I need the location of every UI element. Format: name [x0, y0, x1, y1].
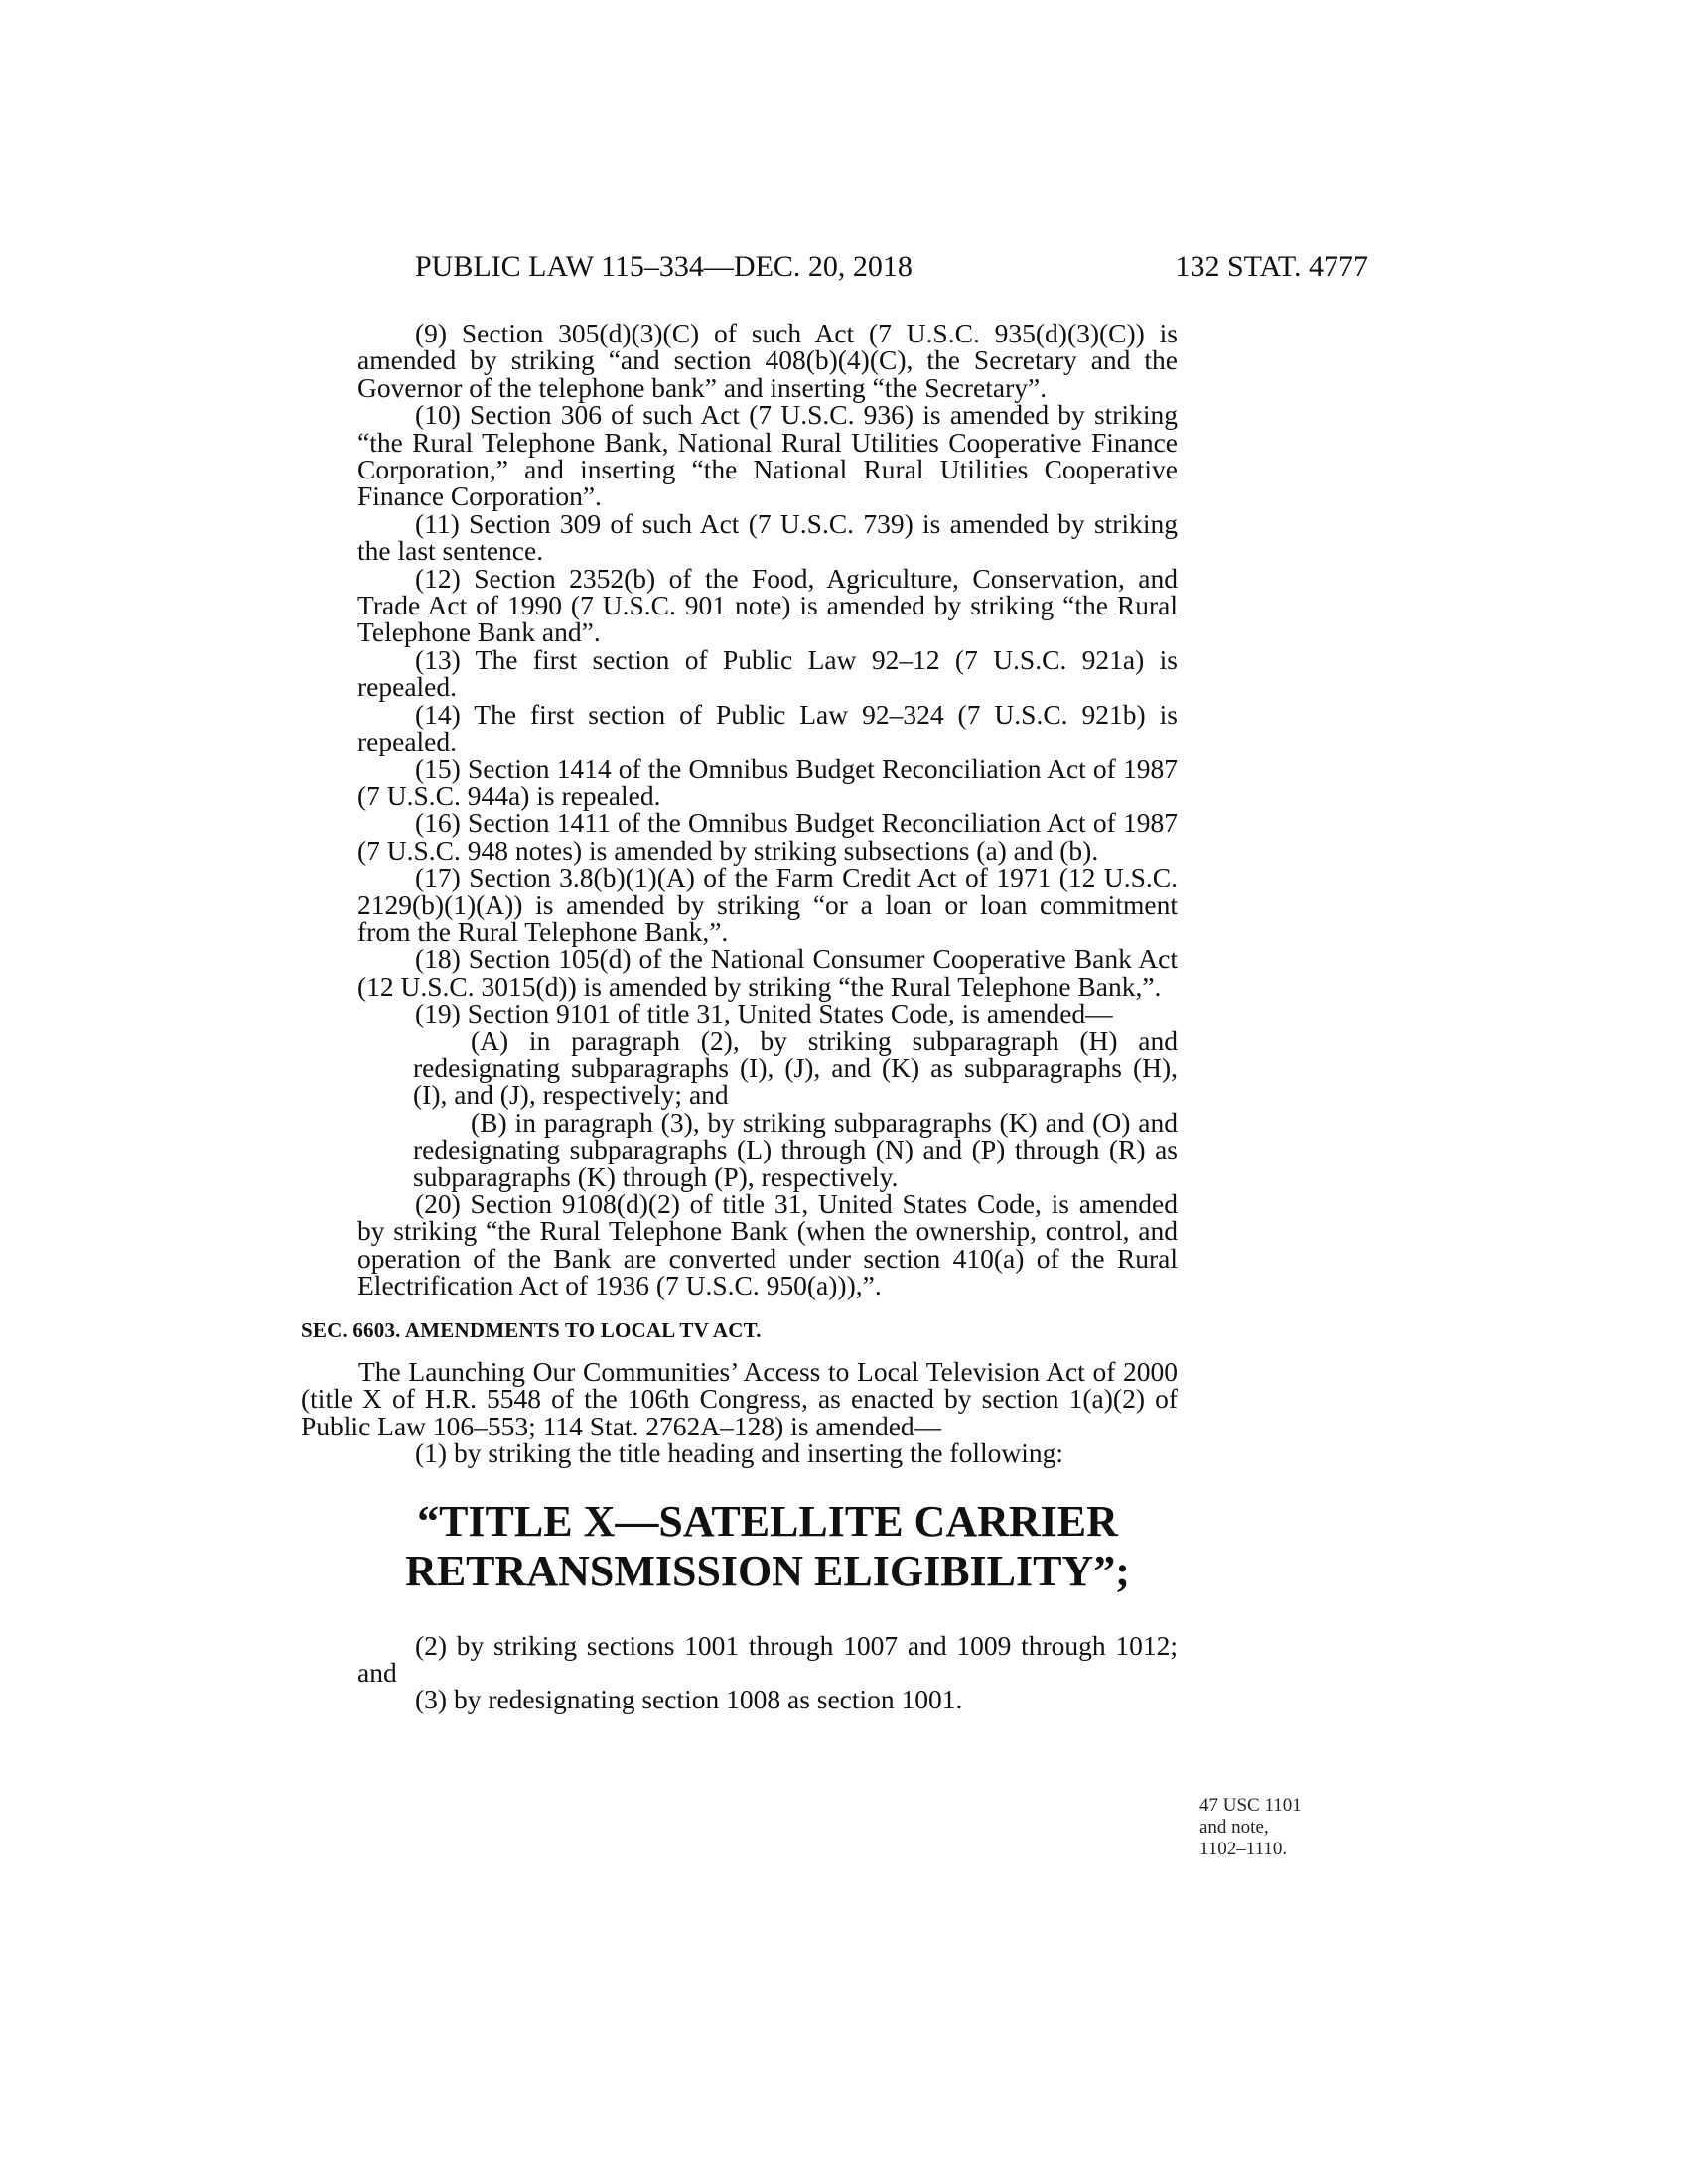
running-header: [415, 250, 1368, 290]
inserted-title-line-2: RETRANSMISSION ELIGIBILITY”;: [405, 1546, 1130, 1595]
margin-note-line-1: 47 USC 1101: [1199, 1795, 1302, 1816]
header-law-citation: PUBLIC LAW 115–334—DEC. 20, 2018: [415, 250, 913, 283]
paragraph-20: (20) Section 9108(d)(2) of title 31, United States Code, is amended by striking “the Rural Telephone Bank (when the ownership, control, and operation of the Bank are converted under section 410(a) of the Rural Electrification Act of 1936 (7 U.S.C. 950(a))),”.: [357, 1188, 1178, 1301]
inserted-title-heading: [301, 1497, 1234, 1596]
paragraph-12: (12) Section 2352(b) of the Food, Agriculture, Conservation, and Trade Act of 1990 (7 U.S.C. 901 note) is amended by striking “the Rural Telephone Bank and”.: [357, 562, 1178, 648]
subparagraph-a: (A) in paragraph (2), by striking subparagraph (H) and redesignating subparagraphs (I), (J), and (K) as subparagraphs (H), (I), and (J), respectively; and: [413, 1024, 1178, 1111]
inserted-title-line-1: “TITLE X—SATELLITE CARRIER: [417, 1496, 1118, 1546]
margin-note-line-3: 1102–1110.: [1199, 1839, 1288, 1859]
paragraph-19: (19) Section 9101 of title 31, United States Code, is amended—: [415, 998, 1113, 1029]
header-page-stat: 132 STAT. 4777: [1175, 250, 1368, 283]
paragraph-17: (17) Section 3.8(b)(1)(A) of the Farm Credit Act of 1971 (12 U.S.C. 2129(b)(1)(A)) is amended by striking “or a loan or loan commitment from the Rural Telephone Bank,”.: [357, 862, 1178, 947]
paragraph-11: (11) Section 309 of such Act (7 U.S.C. 739) is amended by striking the last sentence.: [357, 507, 1178, 567]
paragraph-15: (15) Section 1414 of the Omnibus Budget Reconciliation Act of 1987 (7 U.S.C. 944a) is repealed.: [357, 752, 1178, 811]
paragraph-14: (14) The first section of Public Law 92–324 (7 U.S.C. 921b) is repealed.: [357, 698, 1178, 757]
section-item-1: (1) by striking the title heading and inserting the following:: [415, 1437, 1064, 1469]
margin-citation-note: [1199, 1795, 1302, 1860]
section-heading: SEC. 6603. AMENDMENTS TO LOCAL TV ACT.: [301, 1317, 762, 1342]
paragraph-13: (13) The first section of Public Law 92–12 (7 U.S.C. 921a) is repealed.: [357, 643, 1178, 703]
subparagraph-b: (B) in paragraph (3), by striking subparagraphs (K) and (O) and redesignating subparagraphs (L) through (N) and (P) through (R) as subparagraphs (K) through (P), respectively.: [413, 1106, 1178, 1192]
document-body: [301, 318, 1178, 1715]
margin-note-line-2: and note,: [1199, 1817, 1269, 1838]
paragraph-10: (10) Section 306 of such Act (7 U.S.C. 936) is amended by striking “the Rural Telephone Bank, National Rural Utilities Cooperative Finance Corporation,” and inserting “the National Rural Utilities Cooperative Finance Corporation”.: [357, 399, 1178, 512]
paragraph-9: (9) Section 305(d)(3)(C) of such Act (7 U.S.C. 935(d)(3)(C)) is amended by striking “and section 408(b)(4)(C), the Secretary and the Governor of the telephone bank” and inserting “the Secretary”.: [357, 318, 1178, 403]
section-item-3: (3) by redesignating section 1008 as section 1001.: [415, 1684, 963, 1715]
section-item-2: (2) by striking sections 1001 through 1007 and 1009 through 1012; and: [357, 1629, 1178, 1689]
paragraph-18: (18) Section 105(d) of the National Consumer Cooperative Bank Act (12 U.S.C. 3015(d)) is amended by striking “the Rural Telephone Bank,”.: [357, 943, 1178, 1002]
paragraph-16: (16) Section 1411 of the Omnibus Budget Reconciliation Act of 1987 (7 U.S.C. 948 notes) is amended by striking subsections (a) and (b).: [357, 807, 1178, 866]
section-intro: The Launching Our Communities’ Access to Local Television Act of 2000 (title X of H.R. 5548 of the 106th Congress, as enacted by section 1(a)(2) of Public Law 106–553; 114 Stat. 2762A–128) is amended—: [301, 1356, 1178, 1441]
